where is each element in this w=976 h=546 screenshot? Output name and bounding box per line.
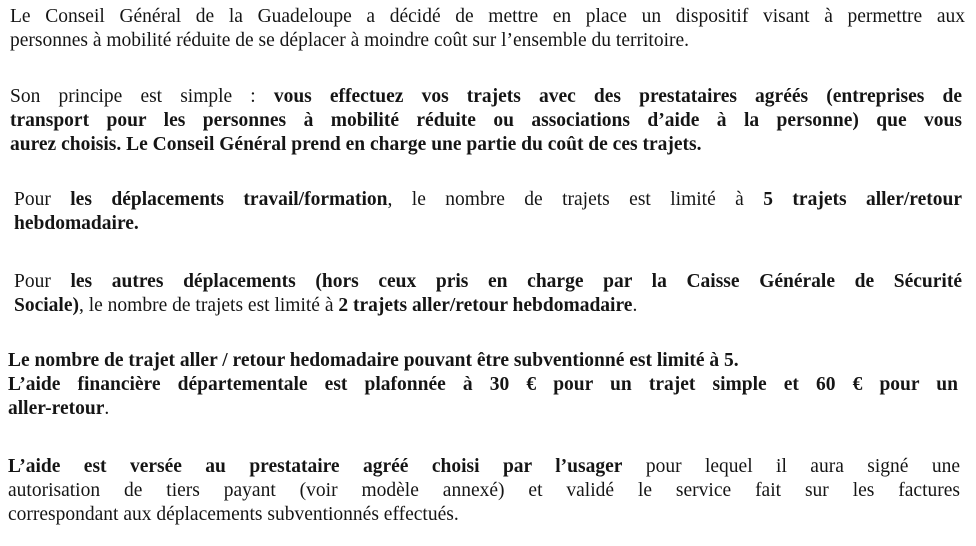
paragraph-other-trips-line-1 xyxy=(14,270,962,294)
other-trips-period-end: . xyxy=(632,295,638,316)
paragraph-other-trips xyxy=(14,270,962,318)
paragraph-payment-line-3: correspondant aux déplacements subventionnés effectués. xyxy=(8,504,459,525)
work-trips-text: , le nombre de trajets est limité à xyxy=(387,189,764,210)
paragraph-principle xyxy=(10,85,962,157)
paragraph-funding-cap-line-2 xyxy=(8,373,958,397)
other-trips-limit: 2 trajets aller/retour hebdomadaire xyxy=(338,295,633,316)
other-trips-lead: Pour xyxy=(14,271,71,292)
other-trips-category: les autres déplacements (hors ceux pris en charge par la Caisse Générale de Sécurité xyxy=(70,271,962,292)
paragraph-work-trips xyxy=(14,188,962,236)
paragraph-principle-line-3 xyxy=(10,133,962,157)
paragraph-intro-line-2: personnes à mobilité réduite de se déplacer à moindre coût sur l’ensemble du territoire. xyxy=(10,30,690,51)
funding-cap-period-end: . xyxy=(104,398,110,419)
work-trips-period: hebdomadaire. xyxy=(14,213,139,234)
paragraph-payment-line-2: autorisation de tiers payant (voir modèle annexé) et validé le service fait sur les factures xyxy=(8,480,960,501)
principle-lead-text: Son principe est simple : xyxy=(10,86,274,107)
paragraph-other-trips-line-2 xyxy=(14,294,962,318)
paragraph-funding-cap-line-3 xyxy=(8,397,958,421)
funding-cap-round-trip: aller-retour xyxy=(8,398,105,419)
work-trips-lead: Pour xyxy=(14,189,71,210)
paragraph-principle-line-2 xyxy=(10,109,962,133)
principle-bold-text: vous effectuez vos trajets avec des prestataires agréés (entreprises de xyxy=(273,86,962,107)
principle-bold-line-2: transport pour les personnes à mobilité réduite ou associations d’aide à la personne) que vous xyxy=(10,110,962,131)
funding-cap-trip-limit: Le nombre de trajet aller / retour hedomadaire pouvant être subventionné est limité à 5. xyxy=(8,350,739,371)
work-trips-category: les déplacements travail/formation xyxy=(70,189,388,210)
paragraph-funding-cap xyxy=(8,349,958,421)
paragraph-work-trips-line-1 xyxy=(14,188,962,212)
other-trips-text: , le nombre de trajets est limité à xyxy=(78,295,339,316)
payment-text: pour lequel il aura signé une xyxy=(622,456,960,477)
funding-cap-amounts: L’aide financière départementale est plafonnée à 30 € pour un trajet simple et 60 € pour un xyxy=(8,374,958,395)
paragraph-principle-line-1 xyxy=(10,85,962,109)
paragraph-payment-line-1 xyxy=(8,455,960,479)
payment-recipient: L’aide est versée au prestataire agréé choisi par l’usager xyxy=(8,456,623,477)
paragraph-intro-line-1: Le Conseil Général de la Guadeloupe a décidé de mettre en place un dispositif visant à permettre aux xyxy=(10,6,965,27)
paragraph-work-trips-line-2 xyxy=(14,212,962,236)
paragraph-intro xyxy=(10,5,965,53)
other-trips-category-end: Sociale) xyxy=(14,295,79,316)
paragraph-payment xyxy=(8,455,960,527)
principle-bold-line-3: aurez choisis. Le Conseil Général prend en charge une partie du coût de ces trajets. xyxy=(10,134,702,155)
work-trips-limit: 5 trajets aller/retour xyxy=(763,189,962,210)
paragraph-funding-cap-line-1 xyxy=(8,349,958,373)
